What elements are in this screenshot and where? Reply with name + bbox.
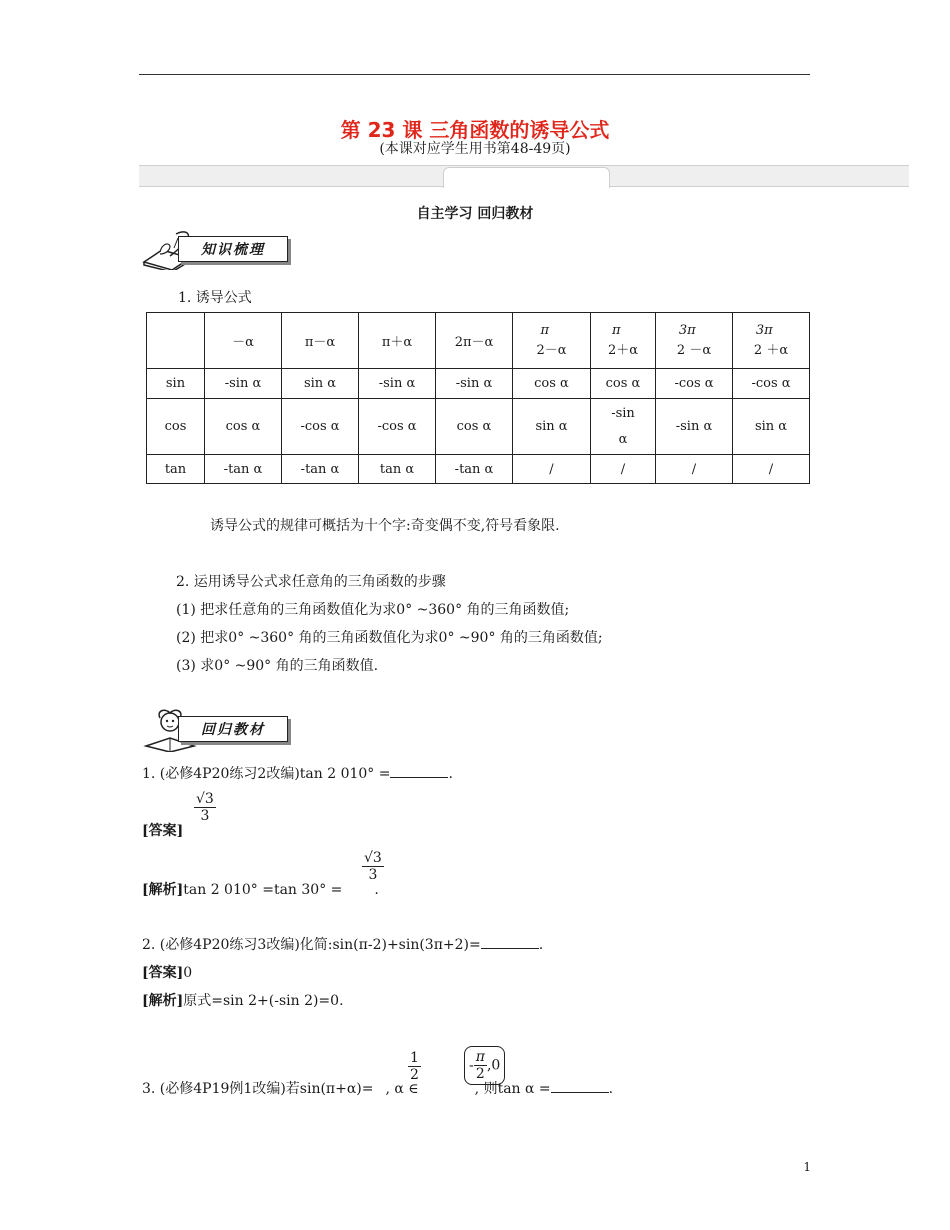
formula-rule: 诱导公式的规律可概括为十个字:奇变偶不变,符号看象限. [210, 518, 560, 534]
frac-den: 2 [676, 342, 686, 358]
page-number: 1 [803, 1160, 811, 1174]
analysis-text: 原式=sin 2+(-sin 2)=0. [183, 993, 344, 1009]
frac-num: √3 [196, 791, 214, 807]
table-cell: cos α [591, 369, 656, 399]
exercise-2-text: 2. (必修4P20练习3改编)化简:sin(π-2)+sin(3π+2)= [142, 937, 481, 953]
answer-value: 0 [183, 965, 193, 981]
exercise-3-tail: , 则tan α = [474, 1081, 551, 1097]
table-header-cell: π－α [282, 313, 359, 369]
frac-den: 3 [200, 808, 210, 824]
part2-heading: 2. 运用诱导公式求任意角的三角函数的步骤 [176, 574, 446, 590]
table-cell: cos [147, 399, 205, 455]
table-cell: -cos α [359, 399, 436, 455]
step-2: (2) 把求0° ~360° 角的三角函数值化为求0° ~90° 角的三角函数值; [176, 630, 603, 646]
table-cell: tan α [359, 455, 436, 484]
table-cell: cos α [205, 399, 282, 455]
section-title: 自主学习 回归教材 [416, 206, 534, 222]
answer-blank[interactable] [551, 1080, 609, 1093]
frac-suffix: ＋α [616, 342, 639, 358]
exercise-3-mid: , α ∈ [385, 1081, 419, 1097]
frac-suffix: ＋α [766, 342, 789, 358]
table-header-cell [656, 313, 733, 369]
table-cell: sin α [513, 399, 591, 455]
table-cell: -cos α [282, 399, 359, 455]
exercise-3 [142, 1078, 613, 1098]
table-cell: sin [147, 369, 205, 399]
frac-suffix: －α [544, 342, 567, 358]
table-cell: -sin α [205, 369, 282, 399]
table-cell: sin α [733, 399, 810, 455]
table-cell: -sin α [591, 399, 656, 455]
analysis-label: [解析] [142, 993, 184, 1009]
table-cell: / [656, 455, 733, 484]
frac-num: π [475, 1049, 485, 1065]
step-3: (3) 求0° ~90° 角的三角函数值. [176, 658, 379, 674]
textbook-badge [140, 708, 288, 748]
knowledge-badge-label: 知识梳理 [178, 236, 288, 262]
analysis-label: [解析] [142, 882, 184, 898]
answer-1-label: [答案] [142, 823, 184, 839]
frac-num: 3π [678, 322, 696, 338]
page-title: 第 23 课 三角函数的诱导公式 [340, 118, 610, 142]
table-cell: cos α [513, 369, 591, 399]
knowledge-badge [140, 228, 288, 268]
punctuation: . [374, 882, 379, 898]
exercise-1 [142, 763, 453, 783]
induction-formula-table [146, 312, 810, 484]
table-header-row [147, 313, 810, 369]
part1-heading: 1. 诱导公式 [178, 290, 252, 306]
table-cell: -sin α [656, 399, 733, 455]
table-cell: sin α [282, 369, 359, 399]
frac-den: 2 [410, 1067, 419, 1083]
table-cell: -tan α [282, 455, 359, 484]
punctuation: . [448, 766, 453, 782]
answer-blank[interactable] [481, 936, 539, 949]
table-cell: -sin α [436, 369, 513, 399]
table-header-cell: π＋α [359, 313, 436, 369]
analysis-2 [142, 990, 344, 1010]
frac-den: 2 [753, 342, 763, 358]
step-1: (1) 把求任意角的三角函数值化为求0° ~360° 角的三角函数值; [176, 602, 570, 618]
page-subtitle: (本课对应学生用书第48-49页) [379, 141, 571, 157]
punctuation: . [608, 1081, 614, 1097]
frac-den: 2 [536, 342, 545, 358]
frac-num: 1 [410, 1050, 419, 1066]
analysis-text: tan 2 010° =tan 30° = [183, 882, 343, 898]
header-tab [443, 167, 610, 188]
table-cell: / [733, 455, 810, 484]
table-row-sin [147, 369, 810, 399]
table-cell: -sin α [359, 369, 436, 399]
frac-den: 3 [368, 867, 378, 883]
frac-num: π [540, 322, 550, 338]
frac-suffix: －α [689, 342, 712, 358]
frac-den: 2 [475, 1066, 485, 1082]
frac-den: 2 [607, 342, 617, 358]
table-cell: cos α [436, 399, 513, 455]
exercise-2 [142, 934, 543, 954]
table-cell: / [591, 455, 656, 484]
table-corner-cell [147, 313, 205, 369]
answer-2 [142, 962, 192, 982]
answer-blank[interactable] [390, 765, 448, 778]
answer-label: [答案] [142, 965, 184, 981]
top-rule [139, 74, 810, 75]
interval-zero: ,0 [486, 1057, 501, 1074]
table-cell: / [513, 455, 591, 484]
analysis-1 [142, 879, 379, 899]
table-header-cell [733, 313, 810, 369]
table-row-tan [147, 455, 810, 484]
frac-num: √3 [364, 850, 382, 866]
table-header-cell: －α [205, 313, 282, 369]
textbook-badge-label: 回归教材 [178, 716, 288, 742]
table-row-cos [147, 399, 810, 455]
punctuation: . [538, 937, 544, 953]
exercise-3-text: 3. (必修4P19例1改编)若sin(π+α)= [142, 1081, 374, 1097]
table-cell: tan [147, 455, 205, 484]
interval-minus: - [469, 1057, 474, 1074]
table-header-cell [591, 313, 656, 369]
table-header-cell: 2π－α [436, 313, 513, 369]
answer-1-fraction [194, 791, 216, 824]
table-header-cell [513, 313, 591, 369]
frac-num: 3π [755, 322, 773, 338]
table-cell: -cos α [733, 369, 810, 399]
table-cell: -tan α [436, 455, 513, 484]
frac-num: π [611, 322, 621, 338]
table-cell: -tan α [205, 455, 282, 484]
exercise-1-text: 1. (必修4P20练习2改编)tan 2 010° = [142, 766, 391, 782]
table-cell: -cos α [656, 369, 733, 399]
